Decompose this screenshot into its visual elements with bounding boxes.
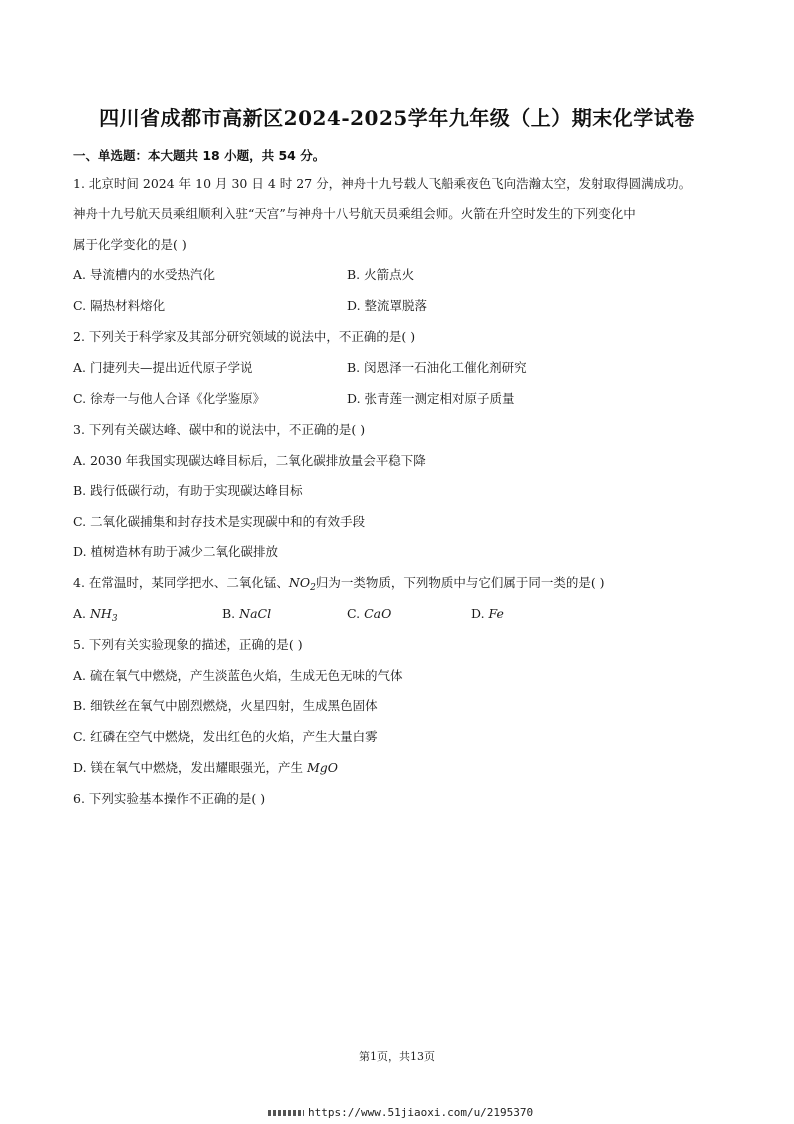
question-3-stem: 3. 下列有关碳达峰、碳中和的说法中，不正确的是( ) (73, 422, 366, 437)
question-5-option-b: B. 细铁丝在氧气中剧烈燃烧，火星四射，生成黑色固体 (73, 698, 378, 713)
question-2-option-d: D. 张青莲一测定相对原子质量 (347, 391, 515, 406)
question-5-option-a: A. 硫在氧气中燃烧，产生淡蓝色火焰，生成无色无味的气体 (73, 668, 403, 683)
option-formula: Fe (488, 606, 504, 621)
section-heading: 一、单选题：本大题共 18 小题，共 54 分。 (73, 148, 326, 163)
question-2-stem: 2. 下列关于科学家及其部分研究领域的说法中，不正确的是( ) (73, 329, 416, 344)
question-3-option-c: C. 二氧化碳捕集和封存技术是实现碳中和的有效手段 (73, 514, 366, 529)
question-1-option-c: C. 隔热材料熔化 (73, 298, 166, 313)
formula-main: NO (288, 575, 311, 590)
question-4-stem (73, 575, 605, 596)
question-3-option-d: D. 植树造林有助于减少二氧化碳排放 (73, 544, 279, 559)
question-1-line-2: 神舟十九号航天员乘组顺利入驻“天宫”与神舟十八号航天员乘组会师。火箭在升空时发生的下列变化中 (73, 206, 636, 221)
question-6-stem: 6. 下列实验基本操作不正确的是( ) (73, 791, 266, 806)
option-formula: NaCl (239, 606, 272, 621)
question-4-stem-formula (288, 575, 316, 593)
watermark-logo-icon (268, 1110, 304, 1116)
option-formula: CaO (364, 606, 392, 621)
question-2-option-a: A. 门捷列夫—提出近代原子学说 (73, 360, 253, 375)
question-5-option-c: C. 红磷在空气中燃烧，发出红色的火焰，产生大量白雾 (73, 729, 378, 744)
option-label: D. (471, 606, 489, 621)
question-2-option-c: C. 徐寿一与他人合译《化学鉴原》 (73, 391, 266, 406)
option-label: A. (73, 606, 90, 621)
question-5-stem: 5. 下列有关实验现象的描述，正确的是( ) (73, 637, 303, 652)
option-formula-subscript: 3 (111, 614, 118, 624)
option-text: D. 镁在氧气中燃烧，发出耀眼强光，产生 (73, 760, 307, 775)
page-footer: 第1页，共13页 (359, 1050, 435, 1063)
question-2-option-b: B. 闵恩泽一石油化工催化剂研究 (347, 360, 527, 375)
question-1-line-1: 1. 北京时间 2024 年 10 月 30 日 4 时 27 分，神舟十九号载人飞船乘夜色飞向浩瀚太空，发射取得圆满成功。 (73, 176, 692, 191)
formula-subscript: 2 (310, 583, 316, 593)
question-4-option-c (347, 606, 391, 622)
question-4-option-a (73, 606, 118, 627)
watermark-url: https://www.51jiaoxi.com/u/2195370 (308, 1106, 534, 1119)
question-3-option-b: B. 践行低碳行动，有助于实现碳达峰目标 (73, 483, 303, 498)
question-4-stem-text-before: 4. 在常温时，某同学把水、二氧化锰、 (73, 575, 289, 590)
question-3-option-a: A. 2030 年我国实现碳达峰目标后，二氧化碳排放量会平稳下降 (73, 453, 426, 468)
question-4-stem-text-after: 归为一类物质，下列物质中与它们属于同一类的是( ) (315, 575, 605, 590)
question-1-option-d: D. 整流罩脱落 (347, 298, 428, 313)
question-4-option-b (222, 606, 271, 622)
exam-title: 四川省成都市高新区2024-2025学年九年级（上）期末化学试卷 (99, 106, 695, 130)
question-1-option-b: B. 火箭点火 (347, 267, 415, 282)
option-label: B. (222, 606, 240, 621)
question-1-option-a: A. 导流槽内的水受热汽化 (73, 267, 215, 282)
option-formula: MgO (307, 760, 339, 775)
question-5-option-d (73, 760, 338, 776)
option-formula: NH (89, 606, 112, 621)
question-4-option-d (471, 606, 504, 622)
option-label: C. (347, 606, 365, 621)
question-1-line-3: 属于化学变化的是( ) (73, 237, 187, 252)
watermark (268, 1106, 533, 1119)
